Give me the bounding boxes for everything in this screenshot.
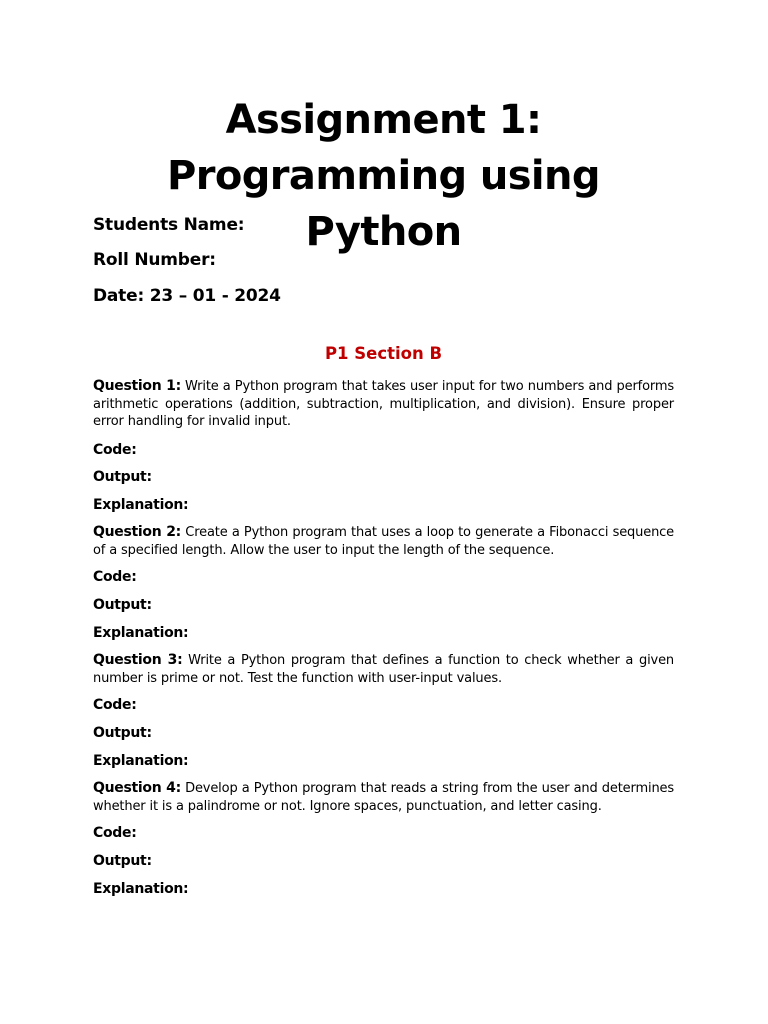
question-3-text: Write a Python program that defines a function to check whether a given number is prime or not. Test the function with user-input values.	[93, 653, 675, 686]
question-3-explanation-label: Explanation:	[93, 753, 189, 769]
roll-number-label: Roll Number:	[93, 250, 216, 270]
question-1-text: Write a Python program that takes user input for two numbers and performs arithmetic operations (addition, subtraction, multiplication, and division). Ensure proper error handling for invalid input.	[93, 379, 675, 429]
question-4	[93, 780, 674, 815]
page-title: Assignment 1: Programming using Python	[167, 97, 600, 255]
question-1-output-label: Output:	[93, 469, 152, 485]
question-3-label: Question 3:	[93, 652, 183, 668]
question-2-label: Question 2:	[93, 524, 181, 540]
question-2-code-label: Code:	[93, 569, 137, 585]
section-heading: P1 Section B	[324, 344, 443, 363]
question-3-code-label: Code:	[93, 697, 137, 713]
question-2-text: Create a Python program that uses a loop to generate a Fibonacci sequence of a specified length. Allow the user to input the length of the sequence.	[93, 525, 675, 558]
question-1	[93, 378, 674, 431]
question-3-output-label: Output:	[93, 725, 152, 741]
student-name-label: Students Name:	[93, 215, 245, 235]
question-4-label: Question 4:	[93, 780, 181, 796]
question-2-output-label: Output:	[93, 597, 152, 613]
question-1-code-label: Code:	[93, 442, 137, 458]
question-4-explanation-label: Explanation:	[93, 881, 189, 897]
question-4-output-label: Output:	[93, 853, 152, 869]
question-2-explanation-label: Explanation:	[93, 625, 189, 641]
date-label: Date: 23 – 01 - 2024	[93, 286, 281, 306]
question-4-text: Develop a Python program that reads a string from the user and determines whether it is a palindrome or not. Ignore spaces, punctuation, and letter casing.	[93, 781, 675, 814]
question-4-code-label: Code:	[93, 825, 137, 841]
question-1-explanation-label: Explanation:	[93, 497, 189, 513]
question-1-label: Question 1:	[93, 378, 181, 394]
question-3	[93, 652, 674, 687]
question-2	[93, 524, 674, 559]
